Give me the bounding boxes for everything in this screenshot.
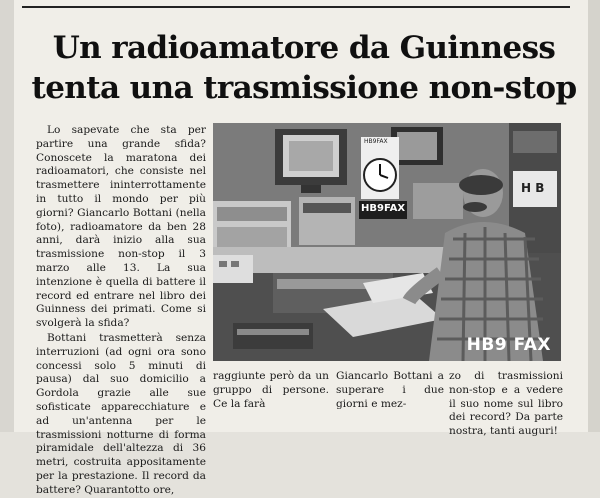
scan-right-edge <box>588 0 600 432</box>
article-photo <box>213 123 561 361</box>
hb9fax-plate-label: HB9FAX <box>361 203 406 214</box>
headline-line-1: Un radioamatore da Guinness <box>52 30 556 66</box>
wall-card-label: H B <box>521 181 545 195</box>
top-rule <box>22 6 570 8</box>
article-column-left <box>36 124 206 498</box>
photo-caption: HB9 FAX <box>466 335 551 355</box>
paragraph-1: Lo sapevate che sta per partire una grande sfida? Conoscete la maratona dei radioamatori, che consiste nel trasmettere ininterrottamente in tutto il mondo per più giorni? Giancarlo Bottani (nella foto), radioamatore da ben 28 anni, darà inizio alla sua trasmissione non-stop il 3 marzo alle 13. La sua intenzione è quella di battere il record ed entrare nel libro dei Guinness dei primati. Come si svolgerà la sfida? <box>36 124 206 330</box>
article-column-middle-2: Giancarlo Bottani a superare i due giorni e mez- <box>336 370 444 410</box>
headline-line-2: tenta una trasmissione non-stop <box>31 70 577 106</box>
radio-station-photo <box>213 123 561 361</box>
scan-left-edge <box>0 0 14 432</box>
article-column-right: zo di trasmissioni non-stop e a vedere il suo nome sul libro dei record? Da parte nostra, tanti auguri! <box>449 370 563 438</box>
sign-top-label: HB9FAX <box>364 138 388 145</box>
paragraph-2: Bottani trasmetterà senza interruzioni (ad ogni ora sono concessi solo 5 minuti di pausa) dal suo domicilio a Gordola grazie alle sue sofisticate apparecchiature e ad un'antenna per le trasmissioni notturne di forma piramidale dell'altezza di 36 metri, costruita appositamente per la prestazione. Il record da battere? Quarantotto ore, <box>36 331 206 496</box>
headline <box>26 28 582 108</box>
article-column-middle: raggiunte però da un gruppo di persone. Ce la farà <box>213 370 329 410</box>
